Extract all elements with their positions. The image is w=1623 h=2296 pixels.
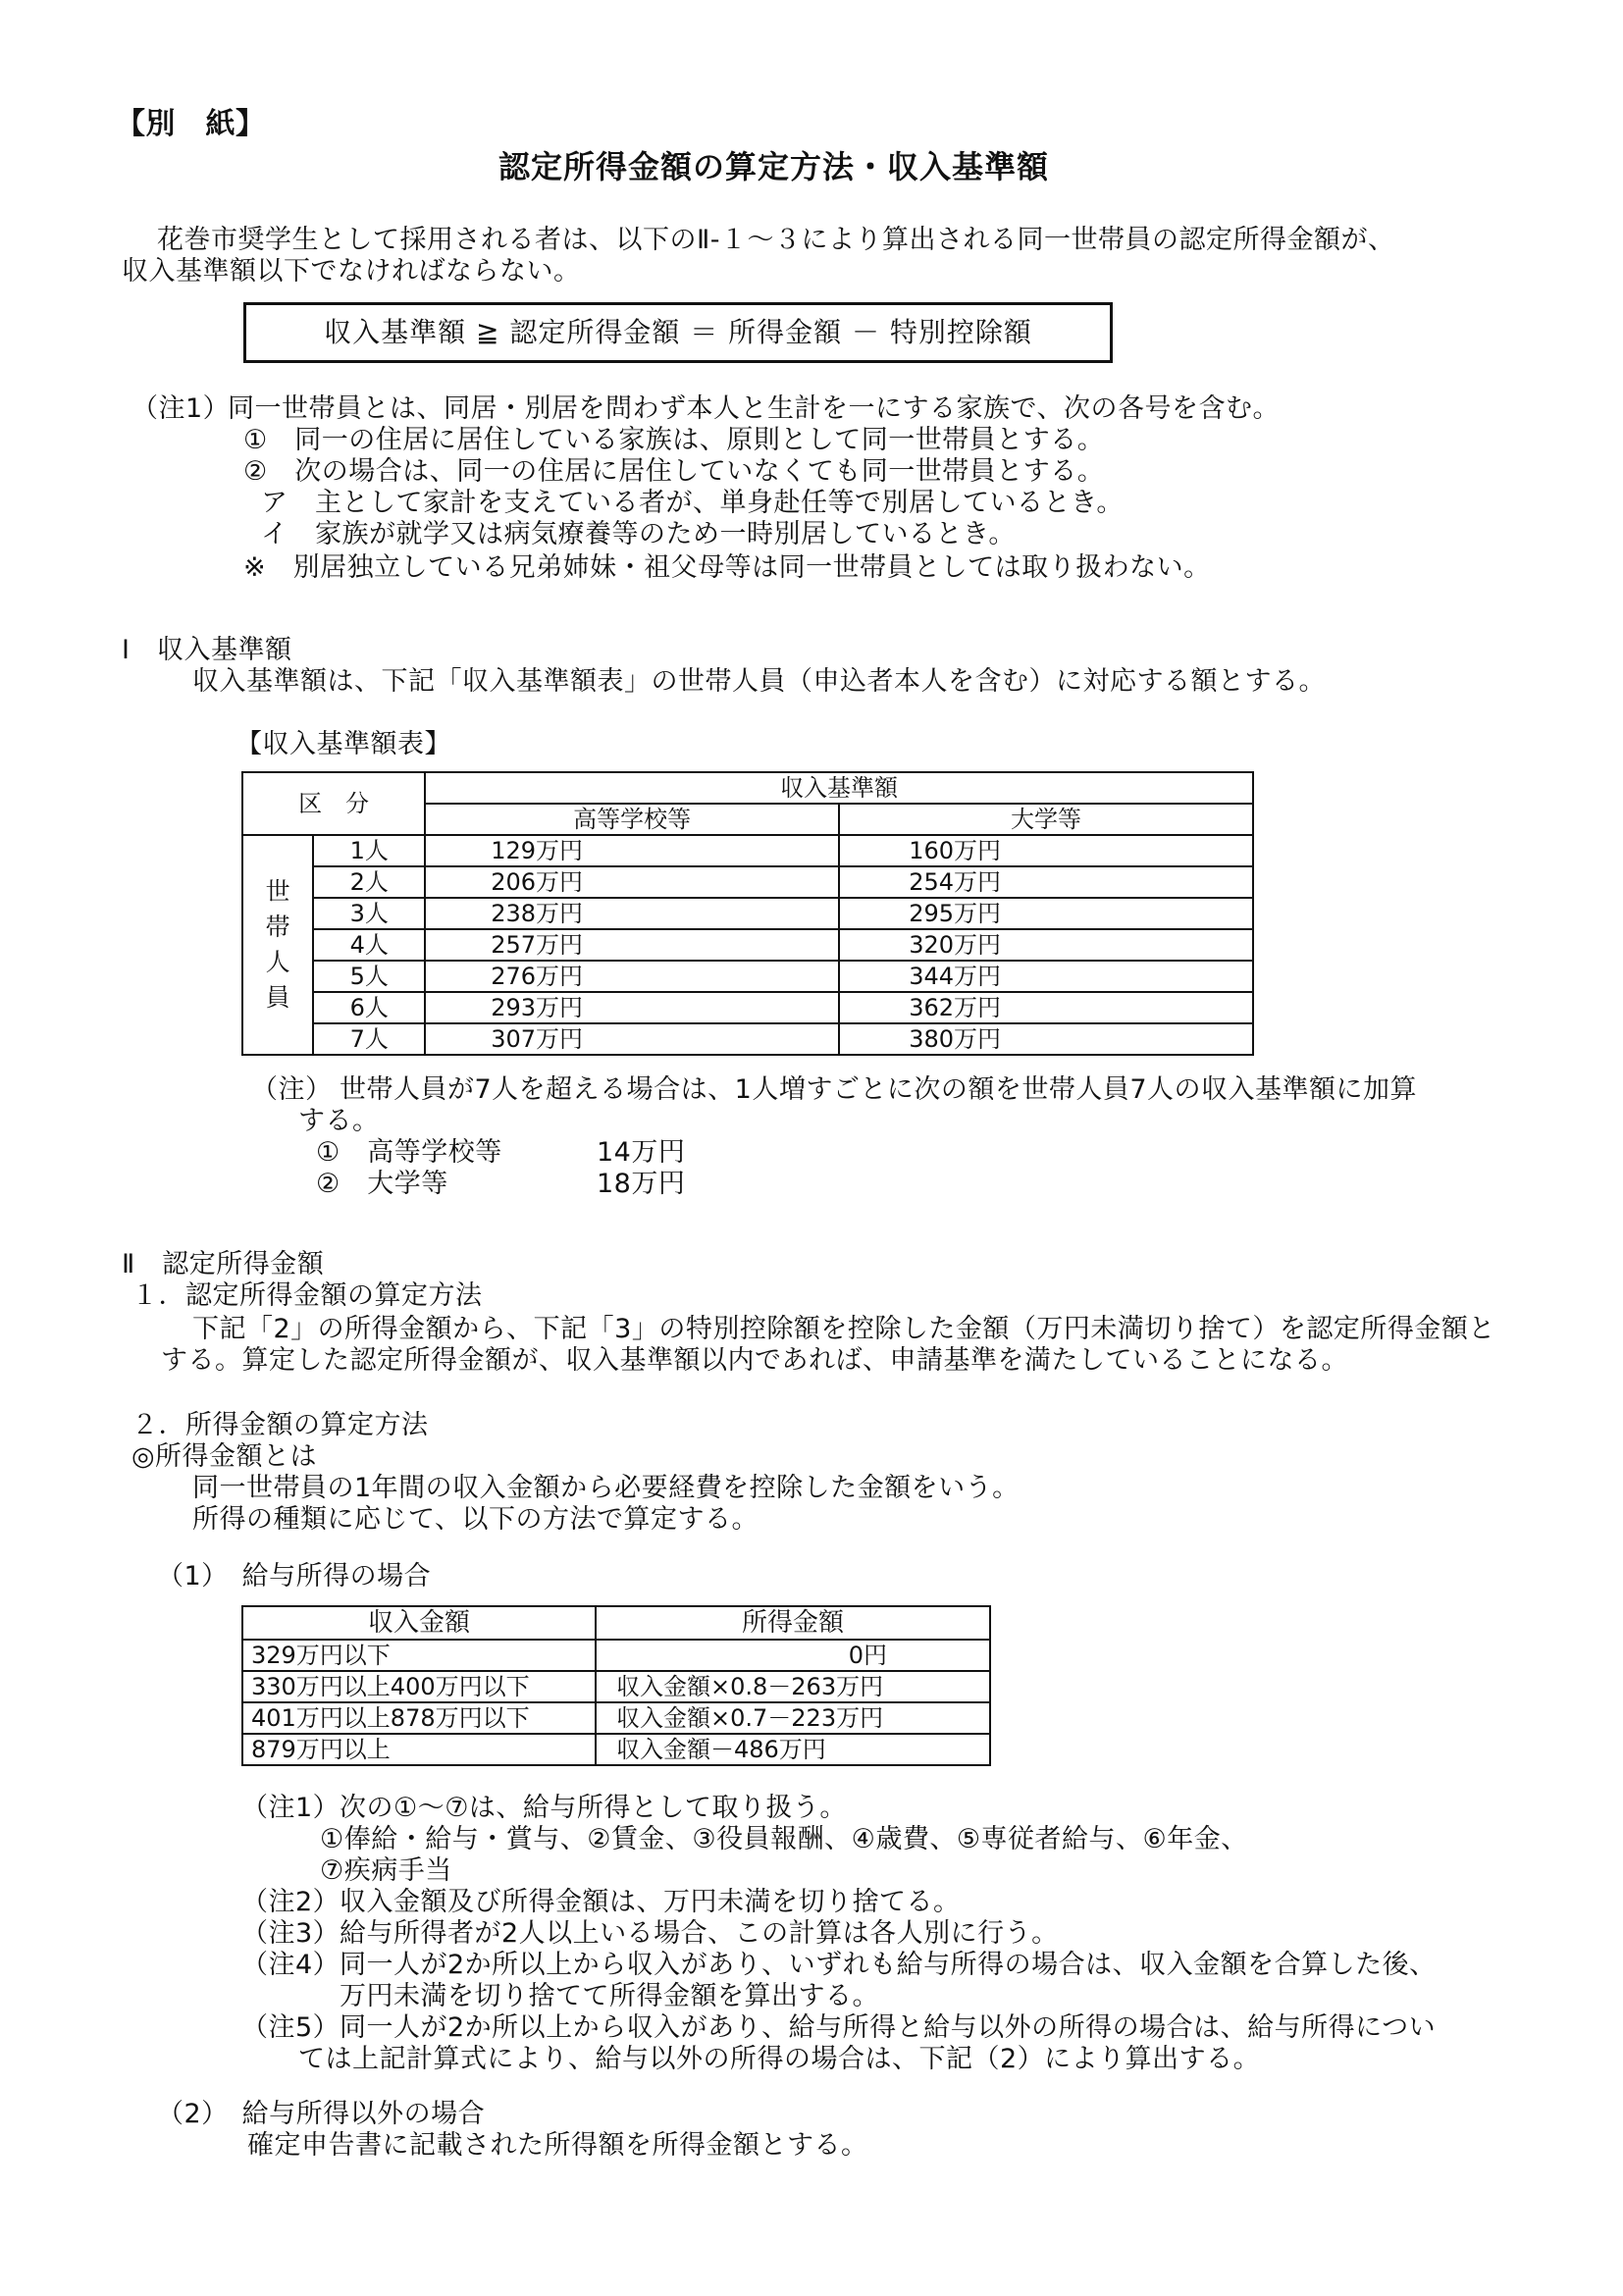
col-univ-header: 大学等 [839, 804, 1253, 835]
note1-remark: ※ 別居独立している兄弟姉妹・祖父母等は同一世帯員としては取り扱わない。 [243, 552, 1211, 583]
note1-item-1: ① 同一の住居に居住している家族は、原則として同一世帯員とする。 [243, 425, 1105, 455]
table-row [242, 1702, 990, 1734]
salary-note4-label: （注4） [241, 1950, 340, 1980]
section1-heading: Ⅰ 収入基準額 [122, 635, 292, 665]
income-cell: 329万円以下 [242, 1640, 596, 1671]
salary-note2-text: 収入金額及び所得金額は、万円未満を切り捨てる。 [340, 1887, 961, 1917]
income-table-title: 【収入基準額表】 [236, 729, 451, 759]
persons-cell: 3人 [313, 898, 425, 929]
persons-cell: 2人 [313, 866, 425, 898]
section2-sub1-heading: １．認定所得金額の算定方法 [131, 1280, 483, 1311]
section1-note-item2-value: 18万円 [597, 1169, 686, 1199]
shotoku-cell: 収入金額×0.8－263万円 [596, 1671, 990, 1702]
section2-heading: Ⅱ 認定所得金額 [122, 1249, 325, 1279]
col-income-header: 収入金額 [242, 1606, 596, 1640]
income-cell: 401万円以上878万円以下 [242, 1702, 596, 1734]
persons-cell: 1人 [313, 835, 425, 866]
univ-cell: 344万円 [839, 961, 1253, 992]
shotoku-cell: 0円 [596, 1640, 990, 1671]
high-cell: 293万円 [425, 992, 839, 1023]
col-kubun-header: 区 分 [242, 772, 425, 835]
section1-note-label: （注） [251, 1074, 333, 1105]
univ-cell: 380万円 [839, 1023, 1253, 1055]
income-cell: 330万円以上400万円以下 [242, 1671, 596, 1702]
univ-cell: 254万円 [839, 866, 1253, 898]
col-group-header: 収入基準額 [425, 772, 1253, 804]
section1-note-line-2: する。 [298, 1106, 380, 1136]
salary-note4-line-2: 万円未満を切り捨てて所得金額を算出する。 [340, 1981, 879, 2011]
high-cell: 276万円 [425, 961, 839, 992]
col-shotoku-header: 所得金額 [596, 1606, 990, 1640]
table-row [242, 1023, 1253, 1055]
shotoku-definition-heading: ◎所得金額とは [131, 1441, 318, 1472]
section1-note-line-1: 世帯人員が7人を超える場合は、1人増すごとに次の額を世帯人員7人の収入基準額に加算 [340, 1074, 1418, 1105]
salary-note1-text: 次の①～⑦は、給与所得として取り扱う。 [340, 1793, 847, 1823]
formula-box: 収入基準額 ≧ 認定所得金額 ＝ 所得金額 － 特別控除額 [243, 302, 1113, 363]
high-cell: 129万円 [425, 835, 839, 866]
table-row [242, 961, 1253, 992]
persons-cell: 4人 [313, 929, 425, 961]
table-row [242, 1734, 990, 1765]
income-cell: 879万円以上 [242, 1734, 596, 1765]
section1-note-item1-label: ① 高等学校等 [316, 1137, 502, 1168]
attachment-label: 【別 紙】 [116, 107, 266, 141]
case2-heading: （2） 給与所得以外の場合 [157, 2099, 486, 2129]
high-cell: 238万円 [425, 898, 839, 929]
univ-cell: 362万円 [839, 992, 1253, 1023]
page-title: 認定所得金額の算定方法・収入基準額 [498, 148, 1050, 185]
note1-label: （注1） [131, 393, 231, 424]
high-cell: 257万円 [425, 929, 839, 961]
table-row [242, 1640, 990, 1671]
table-row [242, 866, 1253, 898]
case1-heading: （1） 給与所得の場合 [157, 1561, 432, 1592]
section2-sub2-heading: ２．所得金額の算定方法 [131, 1410, 429, 1440]
salary-note1-line-3: ⑦疾病手当 [320, 1855, 452, 1886]
salary-note3-text: 給与所得者が2人以上いる場合、この計算は各人別に行う。 [340, 1918, 1059, 1949]
section1-body: 収入基準額は、下記「収入基準額表」の世帯人員（申込者本人を含む）に対応する額とする。 [192, 666, 1326, 697]
table-row [242, 898, 1253, 929]
section2-sub1-line-1: 下記「2」の所得金額から、下記「3」の特別控除額を控除した金額（万円未満切り捨て）を認定所得金額と [192, 1314, 1495, 1344]
univ-cell: 160万円 [839, 835, 1253, 866]
note1-text: 同一世帯員とは、同居・別居を問わず本人と生計を一にする家族で、次の各号を含む。 [228, 393, 1280, 424]
persons-cell: 7人 [313, 1023, 425, 1055]
salary-note5-line-2: ては上記計算式により、給与以外の所得の場合は、下記（2）により算出する。 [298, 2044, 1261, 2074]
note1-sub-a: ア 主として家計を支えている者が、単身赴任等で別居しているとき。 [261, 488, 1124, 518]
salary-note4-text: 同一人が2か所以上から収入があり、いずれも給与所得の場合は、収入金額を合算した後、 [340, 1950, 1437, 1980]
table-row [242, 929, 1253, 961]
persons-cell: 5人 [313, 961, 425, 992]
shotoku-definition-line-1: 同一世帯員の1年間の収入金額から必要経費を控除した金額をいう。 [192, 1473, 1020, 1503]
univ-cell: 295万円 [839, 898, 1253, 929]
case2-body: 確定申告書に記載された所得額を所得金額とする。 [247, 2130, 868, 2161]
salary-note5-text: 同一人が2か所以上から収入があり、給与所得と給与以外の所得の場合は、給与所得につい [340, 2012, 1437, 2043]
salary-note5-label: （注5） [241, 2012, 340, 2043]
section1-note-item2-label: ② 大学等 [316, 1169, 448, 1199]
persons-cell: 6人 [313, 992, 425, 1023]
salary-note1-label: （注1） [241, 1793, 340, 1823]
salary-note2-label: （注2） [241, 1887, 340, 1917]
shotoku-definition-line-2: 所得の種類に応じて、以下の方法で算定する。 [192, 1504, 759, 1535]
row-group-label [242, 835, 313, 1055]
univ-cell: 320万円 [839, 929, 1253, 961]
shotoku-cell: 収入金額×0.7－223万円 [596, 1702, 990, 1734]
table-row [242, 835, 1253, 866]
income-standard-table [241, 771, 1254, 1056]
shotoku-cell: 収入金額－486万円 [596, 1734, 990, 1765]
section1-note-item1-value: 14万円 [597, 1137, 686, 1168]
table-row [242, 1671, 990, 1702]
salary-note1-line-2: ①俸給・給与・賞与、②賃金、③役員報酬、④歳費、⑤専従者給与、⑥年金、 [320, 1824, 1248, 1854]
intro-line-1: 花巻市奨学生として採用される者は、以下のⅡ-１～３により算出される同一世帯員の認定所得金額が、 [157, 225, 1395, 255]
col-high-header: 高等学校等 [425, 804, 839, 835]
salary-income-table [241, 1605, 991, 1766]
row-group-label-text: 世帯人員 [265, 877, 290, 1012]
high-cell: 206万円 [425, 866, 839, 898]
salary-note3-label: （注3） [241, 1918, 340, 1949]
high-cell: 307万円 [425, 1023, 839, 1055]
note1-item-2: ② 次の場合は、同一の住居に居住していなくても同一世帯員とする。 [243, 456, 1105, 487]
table-row [242, 992, 1253, 1023]
section2-sub1-line-2: する。算定した認定所得金額が、収入基準額以内であれば、申請基準を満たしていることになる。 [161, 1345, 1348, 1376]
note1-sub-i: イ 家族が就学又は病気療養等のため一時別居しているとき。 [261, 519, 1016, 549]
intro-line-2: 収入基準額以下でなければならない。 [122, 256, 581, 287]
